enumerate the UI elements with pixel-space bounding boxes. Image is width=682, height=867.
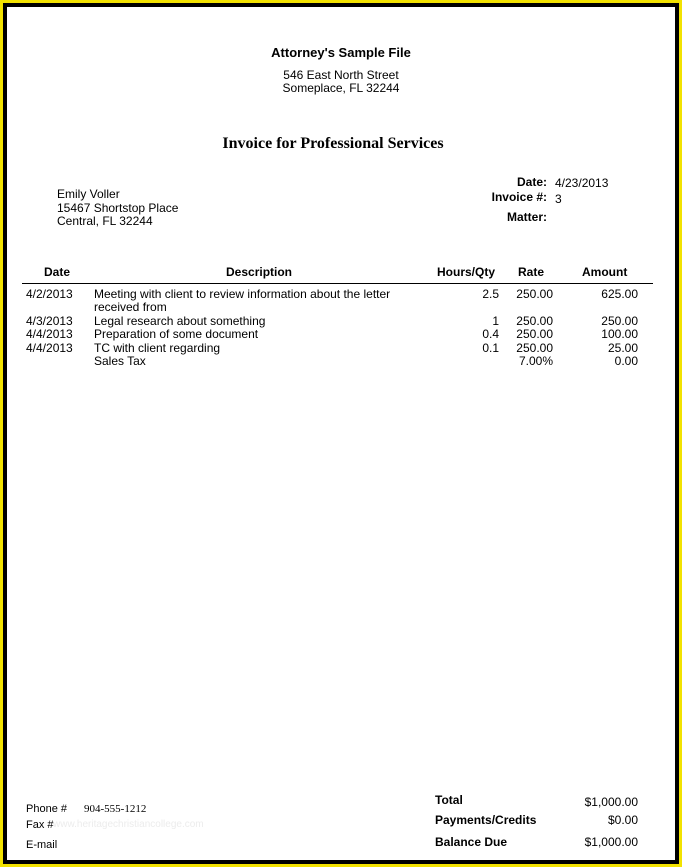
total-value: $1,000.00 <box>584 795 638 809</box>
invoice-date: 4/23/2013 <box>555 176 609 190</box>
row-description: Meeting with client to review information about the letter received from <box>94 287 391 314</box>
phone-label: Phone # <box>26 803 67 815</box>
col-header-date: Date <box>44 265 71 279</box>
firm-name: Attorney's Sample File <box>271 45 411 60</box>
invoice-number-label: Invoice #: <box>491 190 547 204</box>
balance-due-label: Balance Due <box>435 835 508 849</box>
header-divider <box>22 283 653 284</box>
row-rate: 250.00 <box>516 287 553 301</box>
row-rate: 250.00 <box>516 314 553 328</box>
row-date: 4/4/2013 <box>26 327 73 341</box>
col-header-hours: Hours/Qty <box>437 265 496 279</box>
email-label: E-mail <box>26 839 58 851</box>
invoice-number: 3 <box>555 192 562 206</box>
row-amount: 0.00 <box>614 354 638 368</box>
balance-due-value: $1,000.00 <box>584 835 638 849</box>
row-hours: 1 <box>492 314 499 328</box>
firm-address-line1: 546 East North Street <box>283 68 399 82</box>
client-name: Emily Voller <box>57 187 120 201</box>
date-label: Date: <box>516 175 547 189</box>
client-address-line2: Central, FL 32244 <box>57 214 153 228</box>
invoice-page <box>3 3 679 864</box>
row-hours: 2.5 <box>482 287 499 301</box>
row-hours: 0.4 <box>482 327 499 341</box>
client-address-line1: 15467 Shortstop Place <box>57 201 179 215</box>
total-label: Total <box>435 793 463 807</box>
row-date: 4/4/2013 <box>26 341 73 355</box>
row-amount: 250.00 <box>601 314 638 328</box>
row-description: Preparation of some document <box>94 327 259 341</box>
invoice-title: Invoice for Professional Services <box>222 135 444 152</box>
matter-label: Matter: <box>506 210 547 224</box>
fax-label: Fax # <box>26 819 54 831</box>
payments-label: Payments/Credits <box>435 813 537 827</box>
col-header-description: Description <box>226 265 293 279</box>
row-rate: 250.00 <box>516 341 553 355</box>
row-amount: 100.00 <box>601 327 638 341</box>
row-rate: 250.00 <box>516 327 553 341</box>
row-description: Legal research about something <box>94 314 266 328</box>
col-header-amount: Amount <box>582 265 628 279</box>
phone-value: 904-555-1212 <box>84 803 147 815</box>
row-hours: 0.1 <box>482 341 499 355</box>
row-description: Sales Tax <box>94 354 146 368</box>
watermark-text: www.heritagechristiancollege.com <box>53 819 204 830</box>
firm-address-line2: Someplace, FL 32244 <box>282 81 400 95</box>
payments-value: $0.00 <box>607 813 638 827</box>
col-header-rate: Rate <box>518 265 545 279</box>
row-description: TC with client regarding <box>94 341 221 355</box>
row-amount: 25.00 <box>607 341 638 355</box>
row-date: 4/3/2013 <box>26 314 73 328</box>
row-amount: 625.00 <box>601 287 638 301</box>
row-date: 4/2/2013 <box>26 287 73 301</box>
row-rate: 7.00% <box>518 354 553 368</box>
